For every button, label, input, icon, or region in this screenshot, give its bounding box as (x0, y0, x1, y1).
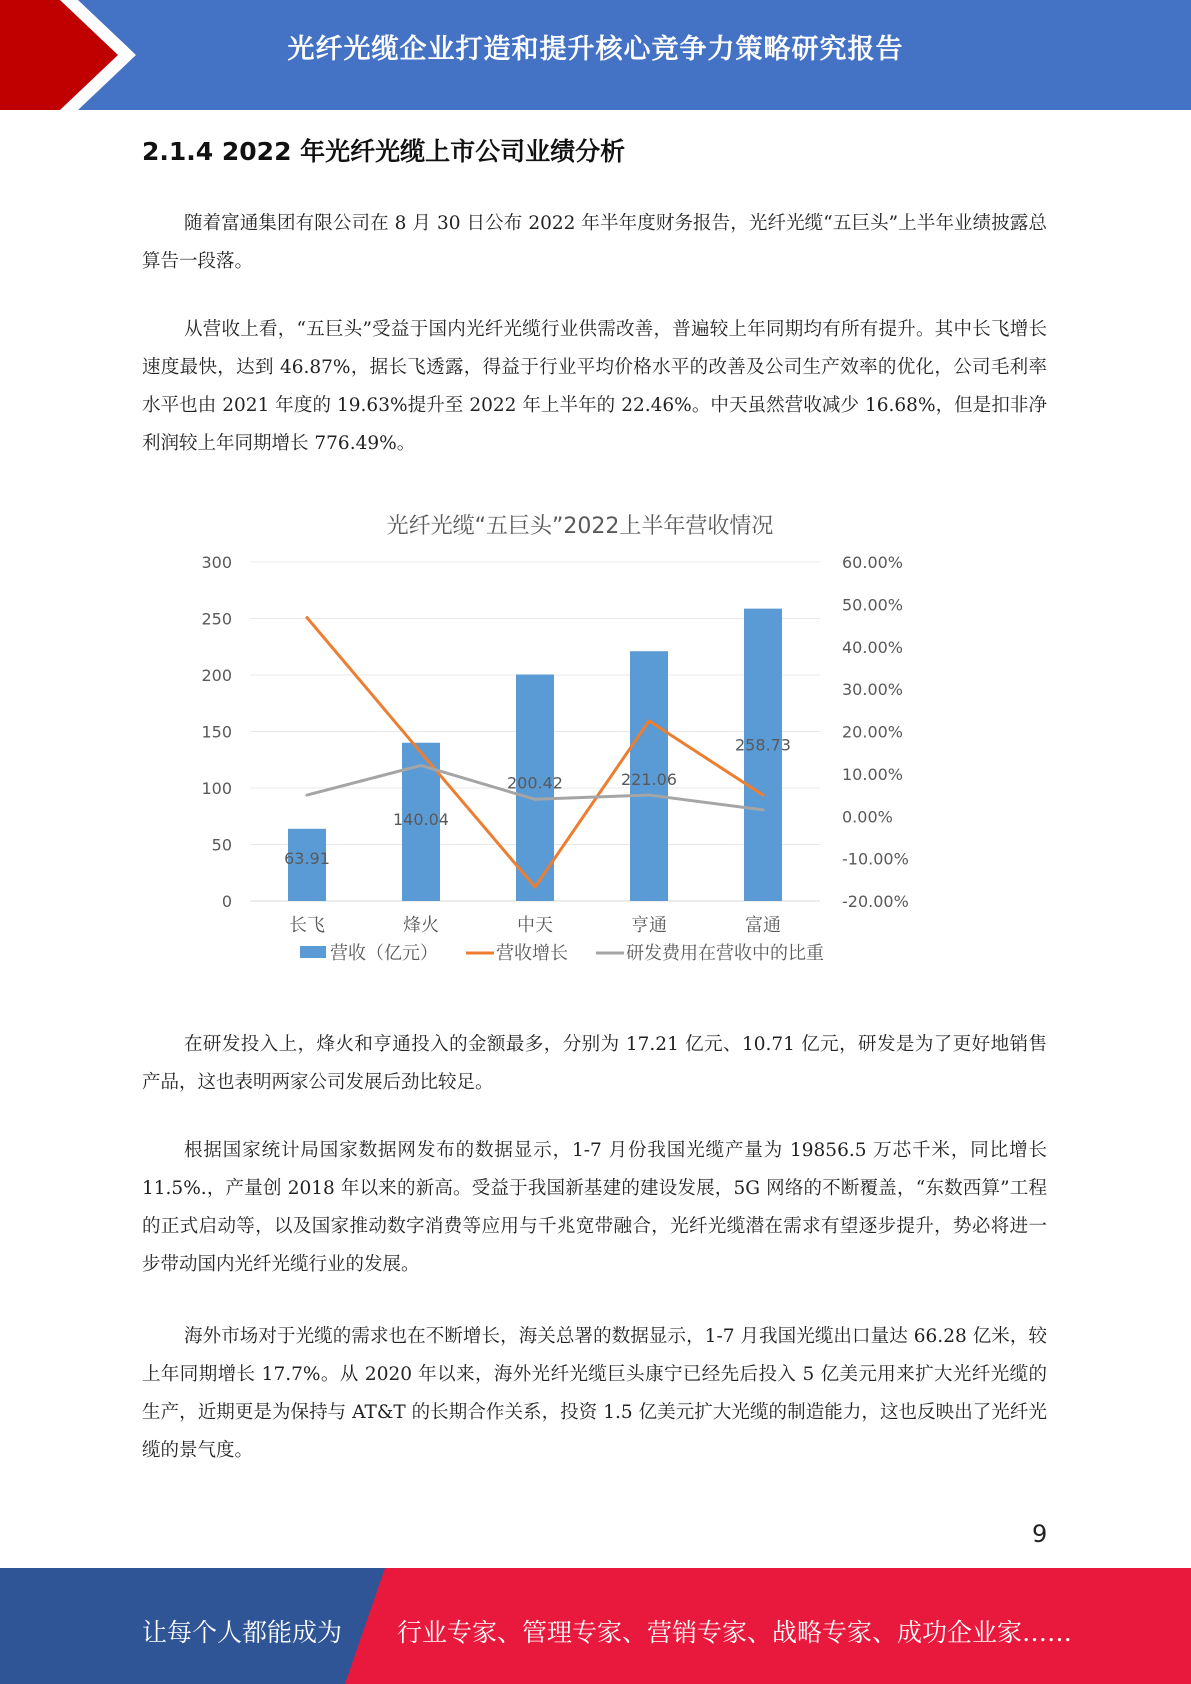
y-tick-label: 100 (201, 779, 232, 798)
paragraph: 从营收上看，“五巨头”受益于国内光纤光缆行业供需改善，普遍较上年同期均有所有提升。其中长飞增长速度最快，达到 46.87%，据长飞透露，得益于行业平均价格水平的改善及公司生产效率的优化，公司毛利率水平也由 2021 年度的 19.63%提升至 2022 年上半年的 22.46%。中天虽然营收减少 16.68%，但是扣非净利润较上年同期增长 776.49%。 (142, 319, 1047, 454)
y-tick-label: 0 (221, 892, 232, 911)
chart-title: 光纤光缆“五巨头”2022上半年营收情况 (386, 514, 774, 539)
data-label: 258.73 (735, 735, 791, 755)
paragraph: 在研发投入上，烽火和亨通投入的金额最多，分别为 17.21 亿元、10.71 亿元，研发是为了更好地销售产品，这也表明两家公司发展后劲比较足。 (142, 1034, 1047, 1093)
x-tick-label: 富通 (745, 915, 781, 936)
x-tick-label: 中天 (517, 915, 553, 936)
chart-legend (300, 943, 824, 964)
legend-label: 研发费用在营收中的比重 (626, 943, 824, 964)
y2-tick-label: 50.00% (842, 595, 904, 615)
revenue-chart (180, 495, 980, 985)
page-header (0, 0, 1191, 110)
x-tick-label: 亨通 (631, 915, 667, 936)
legend-label: 营收增长 (496, 943, 568, 964)
y-tick-label: 200 (201, 666, 232, 685)
y2-tick-label: 30.00% (842, 680, 904, 700)
footer-slogan-left: 让每个人都能成为 (142, 1618, 343, 1647)
y-tick-label: 150 (201, 722, 232, 742)
y2-tick-label: -10.00% (842, 849, 909, 869)
data-label: 200.42 (507, 773, 563, 793)
y-tick-label: 50 (211, 835, 232, 855)
y2-tick-label: 20.00% (842, 722, 904, 742)
data-label: 140.04 (393, 809, 449, 829)
y2-tick-label: 40.00% (842, 637, 904, 657)
report-title: 光纤光缆企业打造和提升核心竞争力策略研究报告 (287, 34, 904, 65)
x-tick-label: 烽火 (403, 915, 439, 936)
data-label: 63.91 (284, 848, 330, 868)
paragraph: 随着富通集团有限公司在 8 月 30 日公布 2022 年半年度财务报告，光纤光缆“五巨头”上半年业绩披露总算告一段落。 (142, 213, 1047, 272)
y-tick-label: 300 (201, 553, 232, 572)
legend-swatch (300, 946, 326, 958)
y2-tick-label: 0.00% (842, 807, 893, 827)
y2-tick-label: 60.00% (842, 553, 904, 572)
paragraph: 海外市场对于光缆的需求也在不断增长，海关总署的数据显示，1-7 月我国光缆出口量达 66.28 亿米，较上年同期增长 17.7%。从 2020 年以来，海外光纤光缆巨头康宁已经先后投入 5 亿美元用来扩大光纤光缆的生产，近期更是为保持与 AT&T 的长期合作关系，投资 1.5 亿美元扩大光缆的制造能力，这也反映出了光纤光缆的景气度。 (142, 1326, 1047, 1461)
paragraph: 根据国家统计局国家数据网发布的数据显示，1-7 月份我国光缆产量为 19856.5 万芯千米，同比增长 11.5%.，产量创 2018 年以来的新高。受益于我国新基建的建设发展，5G 网络的不断覆盖，“东数西算”工程的正式启动等，以及国家推动数字消费等应用与千兆宽带融合，光纤光缆潜在需求有望逐步提升，势必将进一步带动国内光纤光缆行业的发展。 (142, 1140, 1047, 1275)
y-tick-label: 250 (201, 609, 232, 629)
section-heading: 2.1.4 2022 年光纤光缆上市公司业绩分析 (142, 137, 626, 166)
x-tick-label: 长飞 (289, 915, 325, 936)
y2-tick-label: -20.00% (842, 892, 909, 911)
bar (744, 609, 782, 901)
y2-tick-label: 10.00% (842, 764, 904, 784)
data-label: 221.06 (621, 770, 677, 790)
legend-label: 营收（亿元） (330, 943, 438, 964)
page-number: 9 (1032, 1520, 1048, 1548)
footer-slogan-right: 行业专家、管理专家、营销专家、战略专家、成功企业家…… (397, 1618, 1073, 1647)
